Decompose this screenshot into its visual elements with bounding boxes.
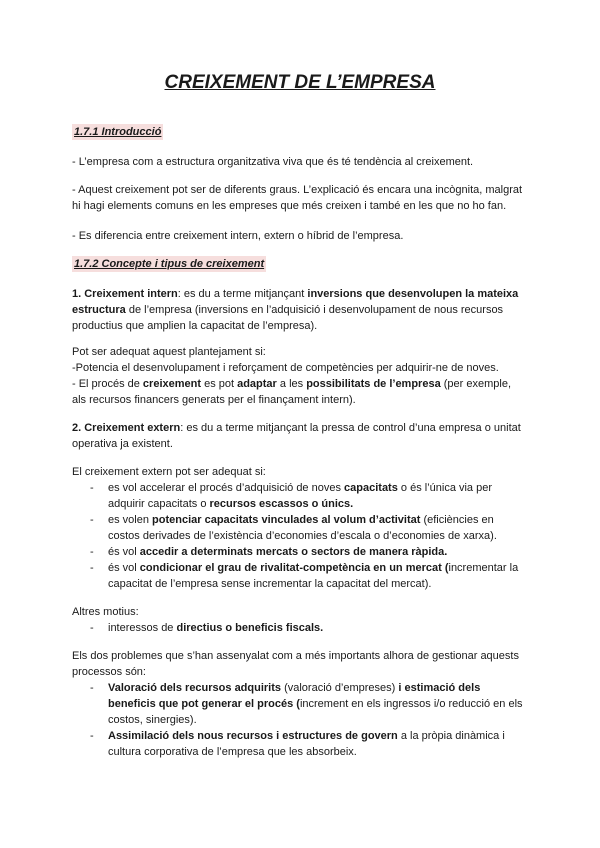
adequat-line-3: als recursos financers generats per el finançament intern). xyxy=(72,394,356,406)
page-title: CREIXEMENT DE L’EMPRESA xyxy=(164,72,436,93)
intro-paragraph-2-line-1: - Aquest creixement pot ser de diferents graus. L’explicació és encara una incògnita, malgrat xyxy=(72,184,523,196)
extern-item-1-line-1: es vol accelerar el procés d’adquisició de noves capacitats o és l’única via per xyxy=(108,482,493,494)
adequat-line-2: - El procés de creixement es pot adaptar a les possibilitats de l’empresa (per exemple, xyxy=(72,378,512,390)
problemes-item-2-line-1: Assimilació dels nous recursos i estructures de govern a la pròpia dinàmica i xyxy=(108,730,505,742)
problemes-item-1-line-3: costos, sinergies). xyxy=(108,714,197,726)
extern-item-1-line-2: adquirir capacitats o recursos escassos o únics. xyxy=(108,498,354,510)
problemes-item-1-line-1: Valoració dels recursos adquirits (valoració d’empreses) i estimació dels xyxy=(108,682,481,694)
bullet-dash: - xyxy=(90,514,94,526)
bullet-dash: - xyxy=(90,546,94,558)
section-heading-concepte: 1.7.2 Concepte i tipus de creixement xyxy=(74,258,265,270)
altres-motius-label: Altres motius: xyxy=(72,606,139,618)
intern-line-1: 1. Creixement intern: es du a terme mitjançant inversions que desenvolupen la mateixa xyxy=(72,288,519,300)
extern-item-3: és vol accedir a determinats mercats o sectors de manera ràpida. xyxy=(108,546,448,558)
bullet-dash: - xyxy=(90,482,94,494)
adequat-line-1: -Potencia el desenvolupament i reforçament de competències per adquirir-ne de noves. xyxy=(72,362,499,374)
extern-item-4-line-2: capacitat de l’empresa sense incrementar la capacitat del mercat). xyxy=(108,578,432,590)
bullet-dash: - xyxy=(90,730,94,742)
problemes-item-2-line-2: cultura corporativa de l’empresa que les absorbeix. xyxy=(108,746,357,758)
problemes-item-1-line-2: beneficis que pot generar el procés (increment en els ingressos i/o reducció en els xyxy=(108,698,523,710)
extern-item-2-line-1: es volen potenciar capacitats vinculades al volum d’activitat (eficiències en xyxy=(108,514,494,526)
altres-item-1: interessos de directius o beneficis fiscals. xyxy=(108,622,324,634)
bullet-dash: - xyxy=(90,622,94,634)
extern-line-1: 2. Creixement extern: es du a terme mitjançant la pressa de control d’una empresa o unitat xyxy=(72,422,521,434)
intro-paragraph-2-line-2: hi hagi elements comuns en les empreses que més creixen i també en les que no ho fan. xyxy=(72,200,507,212)
bullet-dash: - xyxy=(90,562,94,574)
section-heading-introduccio: 1.7.1 Introducció xyxy=(74,126,162,138)
problemes-line-2: processos són: xyxy=(72,666,146,678)
problemes-line-1: Els dos problemes que s’han assenyalat com a més importants alhora de gestionar aquests xyxy=(72,650,519,662)
intern-line-2: estructura de l’empresa (inversions en l’adquisició i desenvolupament de nous recursos xyxy=(72,304,504,316)
intro-paragraph-1: - L’empresa com a estructura organitzativa viva que és té tendència al creixement. xyxy=(72,156,474,168)
extern-line-2: operativa ja existent. xyxy=(72,438,173,450)
extern-adequat-intro: El creixement extern pot ser adequat si: xyxy=(72,466,266,478)
intern-line-3: productius que amplien la capacitat de l’empresa). xyxy=(72,320,318,332)
adequat-intro: Pot ser adequat aquest plantejament si: xyxy=(72,346,266,358)
extern-item-2-line-2: costos derivades de l’existència d’economies d’escala o d’economies de xarxa). xyxy=(108,530,497,542)
bullet-dash: - xyxy=(90,682,94,694)
extern-item-4-line-1: és vol condicionar el grau de rivalitat-competència en un mercat (incrementar la xyxy=(108,562,519,574)
intro-paragraph-3: - Es diferencia entre creixement intern, extern o híbrid de l’empresa. xyxy=(72,230,404,242)
